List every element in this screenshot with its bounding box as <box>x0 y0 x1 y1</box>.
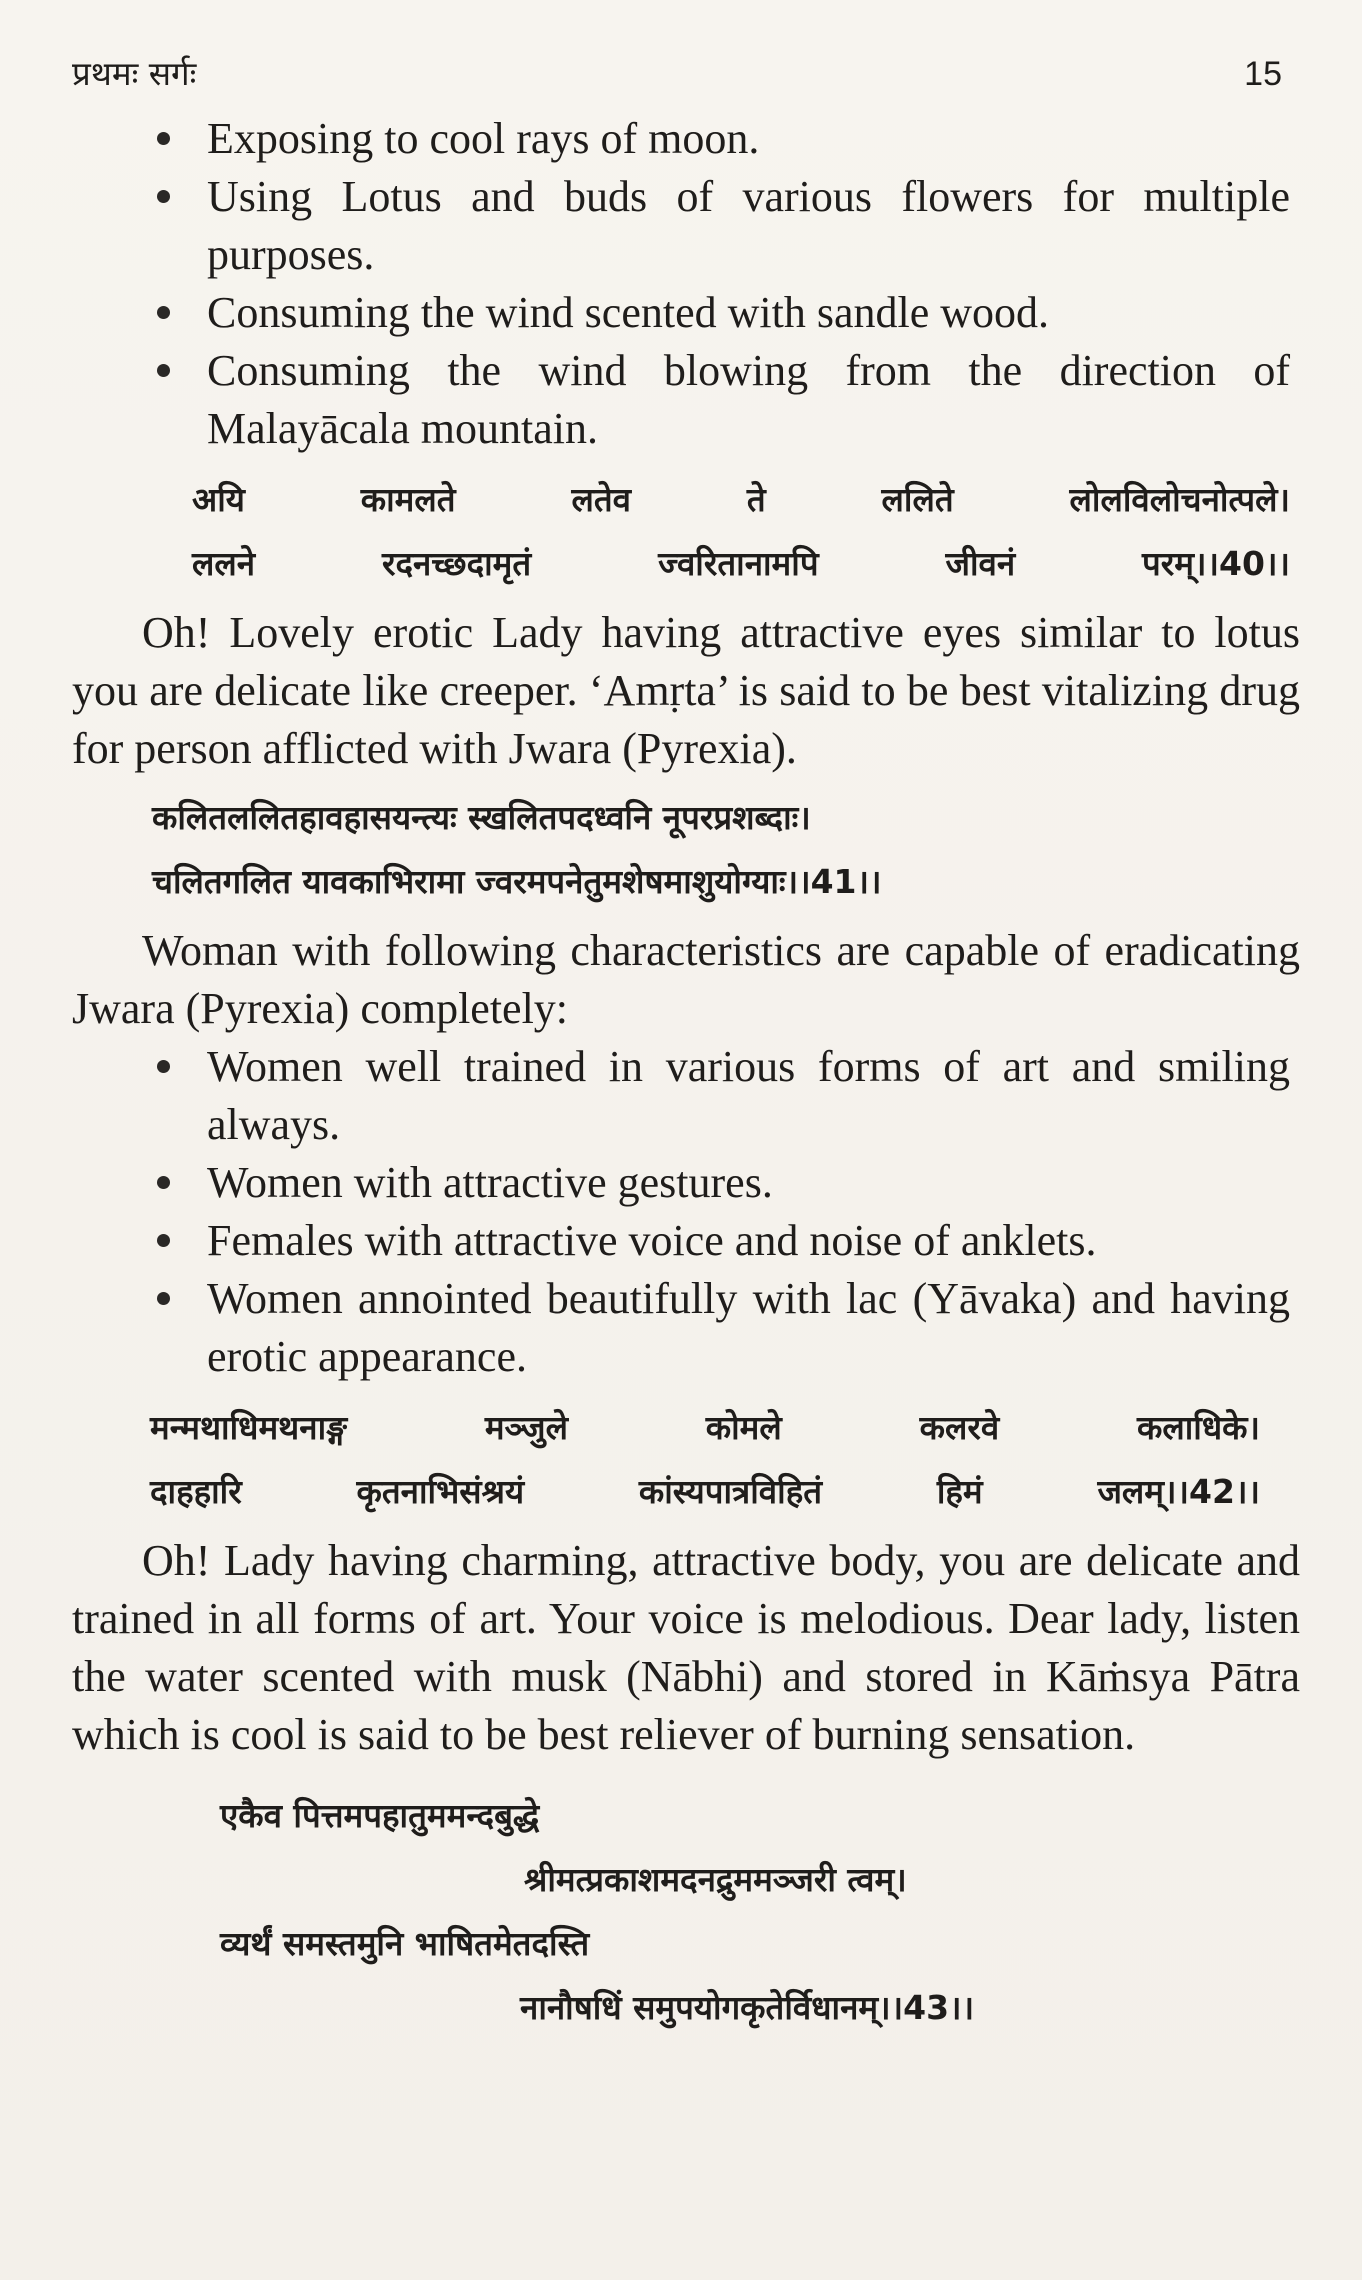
bullet-icon <box>157 1060 170 1073</box>
verse-line: अयि कामलते लतेव ते ललिते लोलविलोचनोत्पले। <box>192 480 1290 519</box>
verse-line: श्रीमत्प्रकाशमदनद्रुममञ्जरी त्वम्। <box>524 1860 907 1899</box>
translation-paragraph-41: Woman with following characteristics are capable of eradicating Jwara (Pyrexia) completely: <box>72 926 1300 1033</box>
verse-line: दाहहारि कृतनाभिसंश्रयं कांस्यपात्रविहितं हिमं जलम्।।42।। <box>150 1472 1260 1511</box>
list-item <box>72 1212 1300 1270</box>
list-item <box>72 168 1300 284</box>
list-item-text: Females with attractive voice and noise of anklets. <box>207 1216 1097 1265</box>
bullet-icon <box>157 190 170 203</box>
verse-line: व्यर्थं समस्तमुनि भाषितमेतदस्ति <box>220 1924 590 1963</box>
list-item <box>72 110 1300 168</box>
verse-43 <box>72 1784 1300 2040</box>
verse-line: चलितगलित यावकाभिरामा ज्वरमपनेतुमशेषमाशुयोग्याः।।41।। <box>152 862 882 901</box>
verse-41 <box>152 786 1270 914</box>
list-item-text: Women annointed beautifully with lac (Yāvaka) and having erotic appearance. <box>207 1274 1290 1381</box>
list-item-text: Consuming the wind blowing from the direction of Malayācala mountain. <box>207 346 1290 453</box>
verse-line: मन्मथाधिमथनाङ्ग मञ्जुले कोमले कलरवे कलाधिके। <box>150 1408 1260 1447</box>
verse-line: कलितललितहावहासयन्त्यः स्खलितपदध्वनि नूपरप्रशब्दाः। <box>152 798 811 837</box>
verse-line: ललने रदनच्छदामृतं ज्वरितानामपि जीवनं परम्।।40।। <box>192 544 1290 583</box>
bullet-icon <box>157 132 170 145</box>
list-item <box>72 1038 1300 1154</box>
list-item-text: Using Lotus and buds of various flowers for multiple purposes. <box>207 172 1290 279</box>
verse-line: नानौषधिं समुपयोगकृतेर्विधानम्।।43।। <box>520 1988 975 2027</box>
verse-40 <box>192 468 1290 596</box>
bullet-icon <box>157 1292 170 1305</box>
translation-paragraph-42: Oh! Lady having charming, attractive body, you are delicate and trained in all forms of art. Your voice is melodious. Dear lady, listen the water scented with musk (Nābhi) and stored in Kāṁsya Pātra which is cool is said to be best reliever of burning sensation. <box>72 1536 1300 1759</box>
spacer <box>72 1764 1300 1784</box>
list-item-text: Exposing to cool rays of moon. <box>207 114 760 163</box>
bullet-icon <box>157 306 170 319</box>
bullet-list-women <box>72 1038 1300 1386</box>
verse-line: एकैव पित्तमपहातुममन्दबुद्धे <box>220 1796 540 1835</box>
verse-42 <box>150 1396 1260 1524</box>
list-item-text: Women with attractive gestures. <box>207 1158 773 1207</box>
list-item-text: Women well trained in various forms of art and smiling always. <box>207 1042 1290 1149</box>
page-number: 15 <box>1244 55 1282 93</box>
page-header <box>72 50 1300 110</box>
running-head: प्रथमः सर्गः <box>72 54 197 93</box>
list-item <box>72 1270 1300 1386</box>
bullet-list-remedies <box>72 110 1300 458</box>
translation-paragraph-40: Oh! Lovely erotic Lady having attractive eyes similar to lotus you are delicate like creeper. ‘Amṛta’ is said to be best vitalizing drug for person afflicted with Jwara (Pyrexia). <box>72 608 1300 773</box>
list-item <box>72 342 1300 458</box>
bullet-icon <box>157 1234 170 1247</box>
list-item <box>72 1154 1300 1212</box>
bullet-icon <box>157 1176 170 1189</box>
list-item-text: Consuming the wind scented with sandle wood. <box>207 288 1050 337</box>
bullet-icon <box>157 364 170 377</box>
list-item <box>72 284 1300 342</box>
